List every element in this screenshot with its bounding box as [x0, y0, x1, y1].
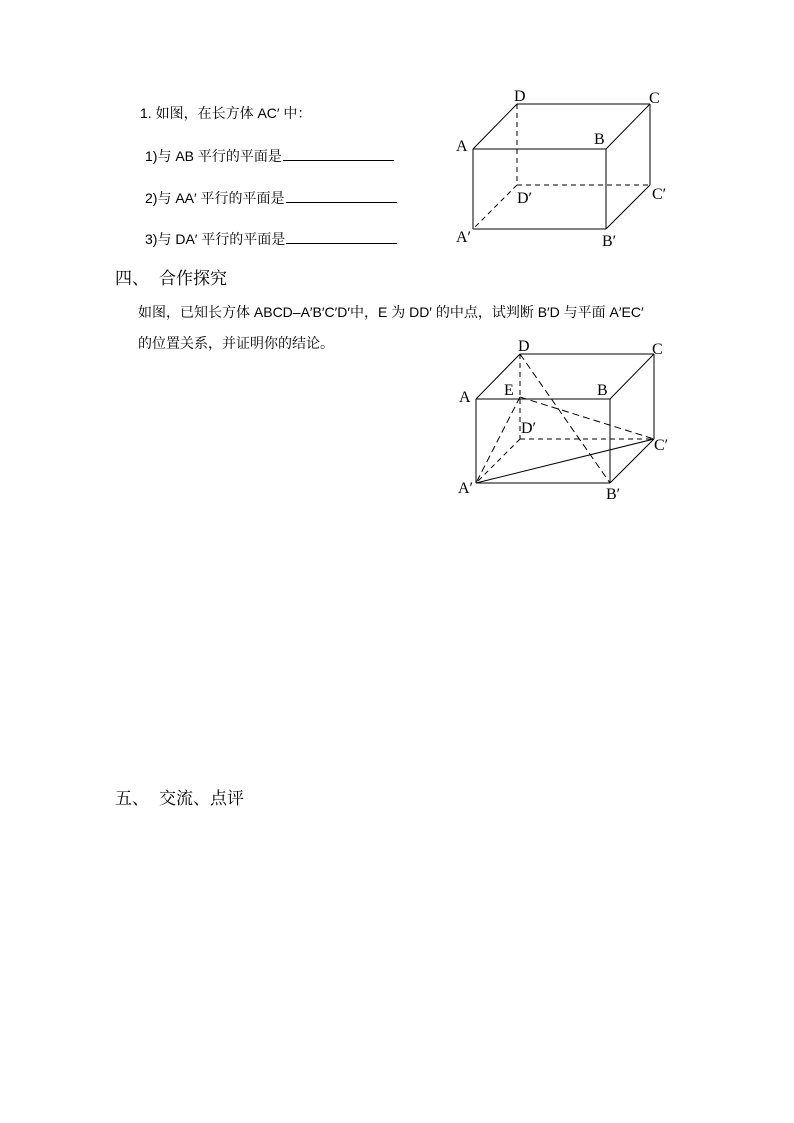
vertex-label-A: A	[456, 138, 468, 155]
vertex-label-Cp: C′	[654, 437, 669, 454]
q1-item-2	[145, 188, 397, 208]
section-4-heading	[115, 264, 227, 289]
segment-DBp	[520, 354, 610, 483]
segment-ECp	[520, 397, 654, 439]
edge-AD	[473, 104, 517, 149]
vertex-label-D: D	[514, 88, 526, 105]
vertex-label-C: C	[652, 341, 663, 358]
answer-blank-2[interactable]	[286, 188, 397, 203]
vertex-label-Bp: B′	[602, 233, 617, 250]
vertex-label-A: A	[459, 389, 471, 406]
vertex-label-E: E	[504, 382, 514, 399]
segment-EAp	[476, 397, 520, 483]
vertex-label-C: C	[649, 90, 660, 107]
section-5-number: 五、	[115, 789, 149, 808]
problem-line-2: 的位置关系，并证明你的结论。	[138, 335, 334, 351]
q1-item-2-label: 2)与 AA′ 平行的平面是	[145, 190, 285, 206]
segment-ApCp	[476, 439, 654, 483]
vertex-label-B: B	[594, 131, 605, 148]
cuboid-figure-2	[450, 333, 680, 508]
section-4-number: 四、	[115, 269, 149, 288]
q1-item-3	[145, 229, 397, 249]
edge-BC	[610, 354, 654, 399]
answer-blank-1[interactable]	[283, 146, 394, 161]
vertex-label-Ap: A′	[458, 480, 474, 497]
hidden-edge-DpAp	[476, 439, 520, 483]
vertex-label-Dp: D′	[521, 420, 537, 437]
section-4-title: 合作探究	[159, 269, 227, 288]
q1-item-3-label: 3)与 DA′ 平行的平面是	[145, 231, 286, 247]
vertex-label-Dp: D′	[517, 190, 533, 207]
edge-BpCp	[606, 185, 650, 229]
hidden-edge-DpAp	[473, 185, 517, 229]
q1-intro: 1. 如图，在长方体 AC′ 中：	[140, 105, 312, 121]
vertex-label-B: B	[597, 382, 608, 399]
q1-item-1	[145, 146, 394, 166]
problem-line-1: 如图，已知长方体 ABCD–A′B′C′D′中，E 为 DD′ 的中点，试判断 B′D 与平面 A′EC′	[138, 304, 644, 320]
answer-blank-3[interactable]	[286, 229, 397, 244]
section-5-title: 交流、点评	[159, 789, 244, 808]
section-5-heading	[115, 784, 244, 809]
vertex-label-D: D	[518, 338, 530, 355]
vertex-label-Ap: A′	[456, 229, 472, 246]
edge-BC	[606, 104, 650, 149]
q1-item-1-label: 1)与 AB 平行的平面是	[145, 148, 282, 164]
vertex-label-Bp: B′	[606, 486, 621, 503]
vertex-label-Cp: C′	[652, 186, 667, 203]
cuboid-figure-1	[450, 85, 680, 255]
edge-BpCp	[610, 439, 654, 483]
